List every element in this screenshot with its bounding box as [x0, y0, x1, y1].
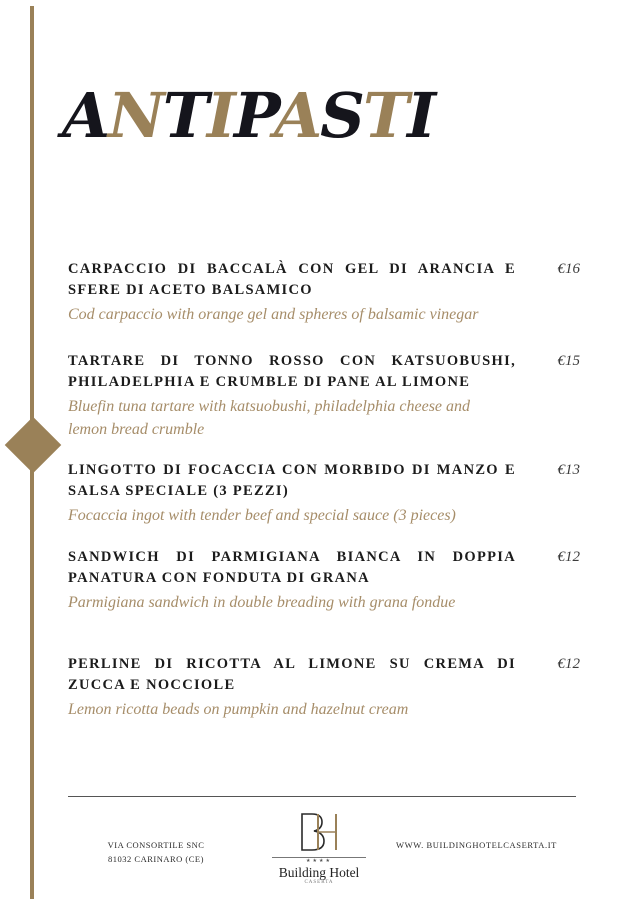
- bh-monogram-icon: [296, 810, 344, 854]
- menu-item-name: LINGOTTO DI FOCACCIA CON MORBIDO DI MANZO E SALSA SPECIALE (3 PEZZI): [68, 462, 516, 499]
- title-letter: N: [108, 79, 163, 152]
- menu-item-description: Parmigiana sandwich in double breading with grana fondue: [68, 594, 456, 611]
- title-letter: T: [162, 79, 207, 152]
- menu-item-price: €15: [557, 353, 580, 369]
- menu-item-description: Focaccia ingot with tender beef and special sauce (3 pieces): [68, 507, 456, 524]
- title-letter: A: [274, 79, 321, 152]
- menu-item-price: €13: [557, 462, 580, 478]
- menu-item: [68, 351, 580, 441]
- address-street: VIA CONSORTILE SNC: [107, 840, 205, 850]
- logo-hotel-name: Building Hotel: [278, 865, 360, 880]
- menu-item-price: €16: [557, 261, 580, 277]
- logo-stars: ★★★★: [306, 859, 332, 864]
- menu-item-price: €12: [557, 549, 580, 565]
- menu-item-price: €12: [557, 656, 580, 672]
- menu-item-description: Lemon ricotta beads on pumpkin and hazelnut cream: [68, 701, 409, 718]
- menu-item-name: TARTARE DI TONNO ROSSO CON KATSUOBUSHI, PHILADELPHIA E CRUMBLE DI PANE AL LIMONE: [68, 353, 516, 390]
- title-letter: I: [206, 79, 234, 152]
- address-city: 81032 CARINARO (CE): [108, 854, 204, 864]
- title-letter: A: [62, 79, 109, 152]
- title-letter: T: [362, 79, 408, 152]
- title-letter: I: [407, 79, 435, 152]
- menu-item: [68, 259, 580, 326]
- menu-item-name: SANDWICH DI PARMIGIANA BIANCA IN DOPPIA PANATURA CON FONDUTA DI GRANA: [68, 549, 516, 586]
- hotel-logo: [272, 810, 366, 886]
- footer-divider: [68, 796, 576, 797]
- title-letter: P: [233, 79, 275, 152]
- footer-address: [96, 838, 216, 866]
- menu-title: [62, 80, 434, 152]
- menu-item: [68, 460, 580, 527]
- menu-item-name: PERLINE DI RICOTTA AL LIMONE SU CREMA DI ZUCCA E NOCCIOLE: [68, 656, 516, 693]
- menu-item-description: Cod carpaccio with orange gel and spheres of balsamic vinegar: [68, 306, 479, 323]
- footer-website: WWW. BUILDINGHOTELCASERTA.IT: [396, 840, 557, 850]
- menu-item-name: CARPACCIO DI BACCALÀ CON GEL DI ARANCIA E SFERE DI ACETO BALSAMICO: [68, 261, 516, 298]
- logo-city: CASERTA: [304, 880, 334, 885]
- menu-item: [68, 547, 580, 614]
- decorative-diamond: [5, 417, 62, 474]
- menu-item: [68, 654, 580, 721]
- title-letter: S: [320, 79, 363, 152]
- menu-item-description: Bluefin tuna tartare with katsuobushi, philadelphia cheese and lemon bread crumble: [68, 398, 471, 438]
